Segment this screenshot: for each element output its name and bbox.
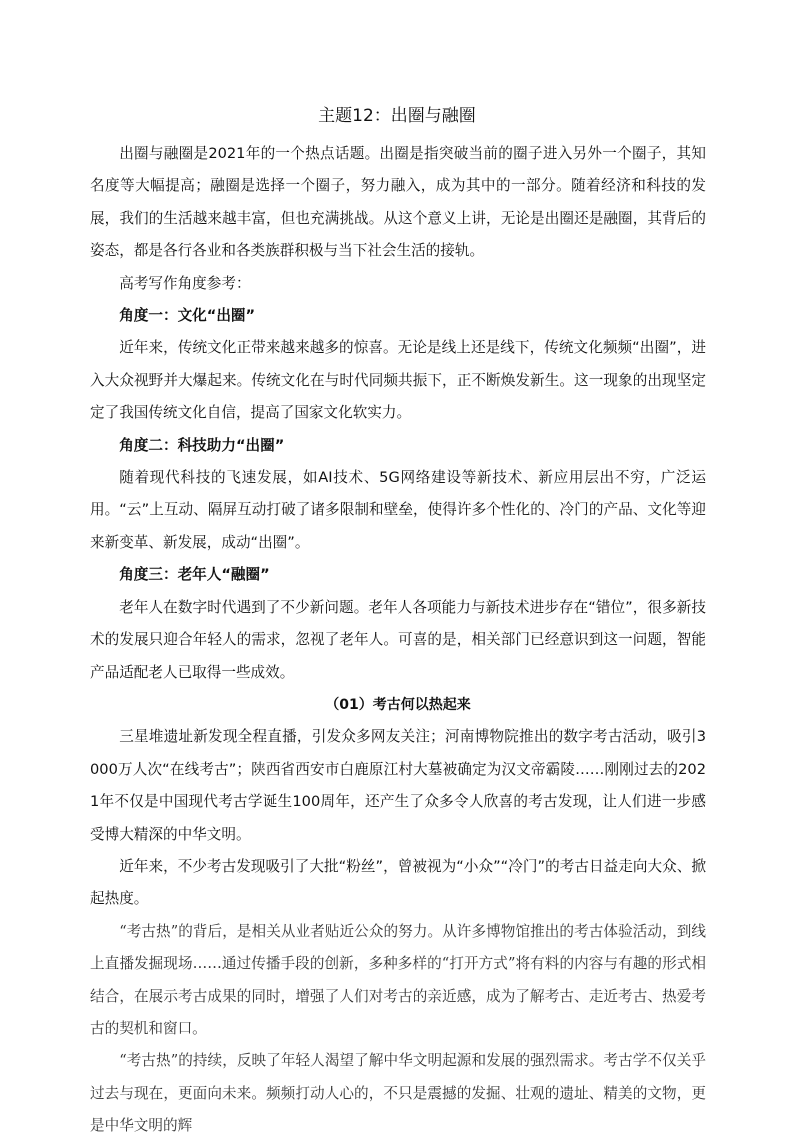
section-paragraph: “考古热”的持续，反映了年轻人渴望了解中华文明起源和发展的强烈需求。考古学不仅关乎过去与现在，更面向未来。频频打动人心的，不只是震撼的发掘、壮观的遗址、精美的文物，更是中华文明的辉 (90, 1052, 706, 1135)
section-heading: （01）考古何以热起来 (325, 696, 471, 713)
document-title: 主题12：出圈与融圈 (318, 106, 476, 126)
angle-three-heading: 角度三：老年人“融圈” (119, 566, 270, 584)
section-paragraph: 三星堆遗址新发现全程直播，引发众多网友关注；河南博物院推出的数字考古活动，吸引3000万人次“在线考古”；陕西省西安市白鹿原江村大墓被确定为汉文帝霸陵……刚刚过去的2021年不仅是中国现代考古学诞生100周年，还产生了众多令人欣喜的考古发现，让人们进一步感受博大精深的中华文明。 (90, 728, 706, 843)
angle-one-heading: 角度一：文化“出圈” (119, 307, 256, 325)
reference-label: 高考写作角度参考： (119, 274, 251, 292)
intro-paragraph: 出圈与融圈是2021年的一个热点话题。出圈是指突破当前的圈子进入另外一个圈子，其知名度等大幅提高；融圈是选择一个圈子，努力融入，成为其中的一部分。随着经济和科技的发展，我们的生活越来越丰富，但也充满挑战。从这个意义上讲，无论是出圈还是融圈，其背后的姿态，都是各行各业和各类族群积极与当下社会生活的接轨。 (90, 145, 706, 260)
angle-one-text: 近年来，传统文化正带来越来越多的惊喜。无论是线上还是线下，传统文化频频“出圈”，进入大众视野并大爆起来。传统文化在与时代同频共振下，正不断焕发新生。这一现象的出现坚定定了我国传统文化自信，提高了国家文化软实力。 (90, 339, 706, 422)
angle-two-heading: 角度二：科技助力“出圈” (119, 436, 285, 454)
section-paragraph: 近年来，不少考古发现吸引了大批“粉丝”，曾被视为“小众”“冷门”的考古日益走向大众、掀起热度。 (90, 857, 706, 908)
section-paragraph: “考古热”的背后，是相关从业者贴近公众的努力。从许多博物馆推出的考古体验活动，到线上直播发掘现场……通过传播手段的创新，多种多样的“打开方式”将有料的内容与有趣的形式相结合，在展示考古成果的同时，增强了人们对考古的亲近感，成为了解考古、走近考古、热爱考古的契机和窗口。 (90, 922, 706, 1037)
angle-two-text: 随着现代科技的飞速发展，如AI技术、5G网络建设等新技术、新应用层出不穷，广泛运用。“云”上互动、隔屏互动打破了诸多限制和壁垒，使得许多个性化的、冷门的产品、文化等迎来新变革、新发展，成动“出圈”。 (90, 469, 706, 551)
document-body (90, 138, 706, 1143)
angle-three-text: 老年人在数字时代遇到了不少新问题。老年人各项能力与新技术进步存在“错位”，很多新技术的发展只迎合年轻人的需求，忽视了老年人。可喜的是，相关部门已经意识到这一问题，智能产品适配老人已取得一些成效。 (90, 598, 706, 681)
